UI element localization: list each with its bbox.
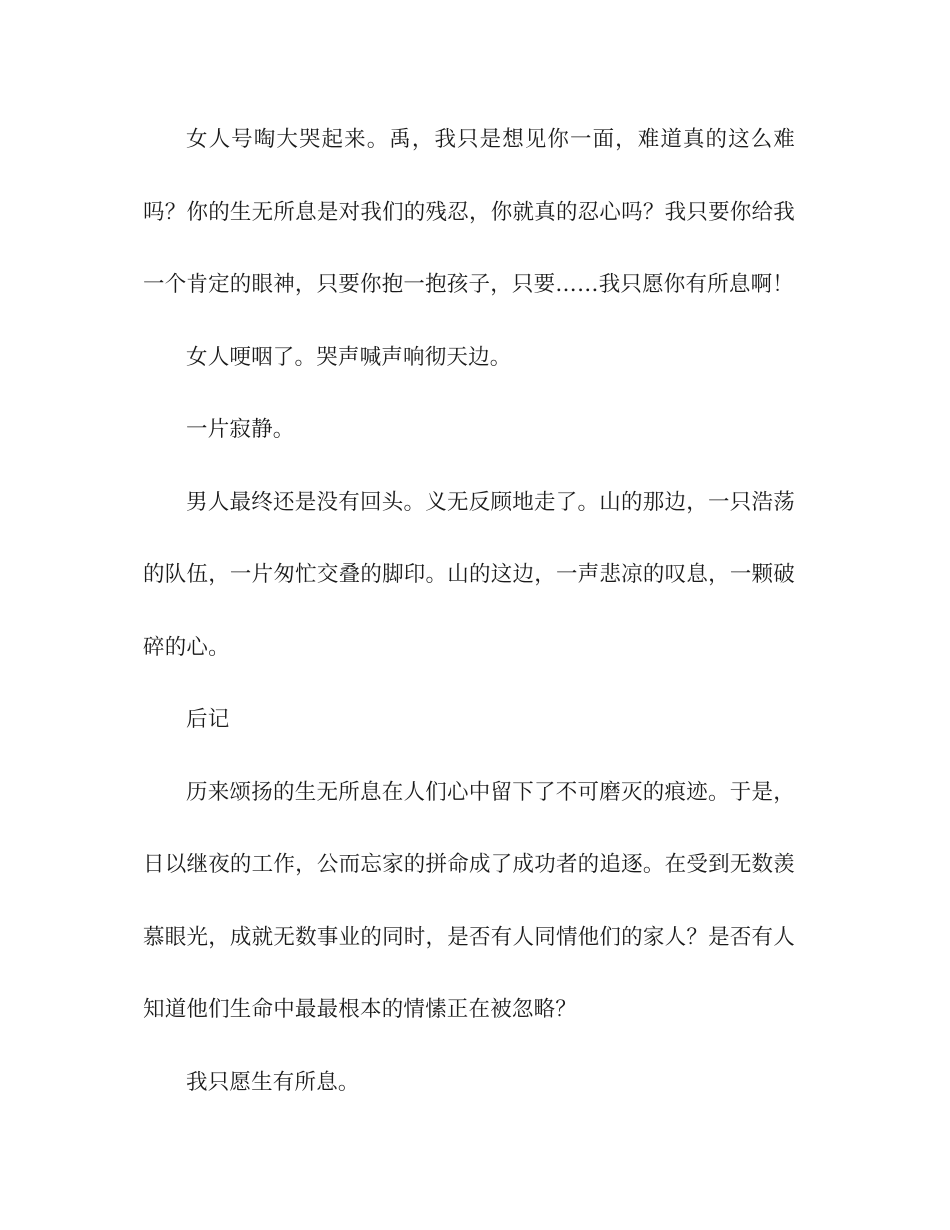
- document-body: [143, 104, 795, 1119]
- paragraph-afterword: 历来颂扬的生无所息在人们心中留下了不可磨灭的痕迹。于是，日以继夜的工作，公而忘家的拼命成了成功者的追逐。在受到无数羡慕眼光，成就无数事业的同时，是否有人同情他们的家人？是否有人知道他们生命中最最根本的情愫正在被忽略？: [143, 779, 795, 1022]
- paragraph-silence: 一片寂静。: [186, 417, 295, 442]
- paragraph-crying: 女人号啕大哭起来。禹，我只是想见你一面，难道真的这么难吗？你的生无所息是对我们的残忍，你就真的忍心吗？我只要你给我一个肯定的眼神，只要你抱一抱孩子，只要……我只愿你有所息啊！: [143, 127, 795, 297]
- paragraph-closing: 我只愿生有所息。: [186, 1069, 360, 1095]
- paragraph-sobbing: 女人哽咽了。哭声喊声响彻天边。: [186, 344, 512, 370]
- paragraph-departure: 男人最终还是没有回头。义无反顾地走了。山的那边，一只浩荡的队伍，一片匆忙交叠的脚印。山的这边，一声悲凉的叹息，一颗破碎的心。: [143, 489, 795, 660]
- section-heading-afterword: 后记: [186, 707, 230, 732]
